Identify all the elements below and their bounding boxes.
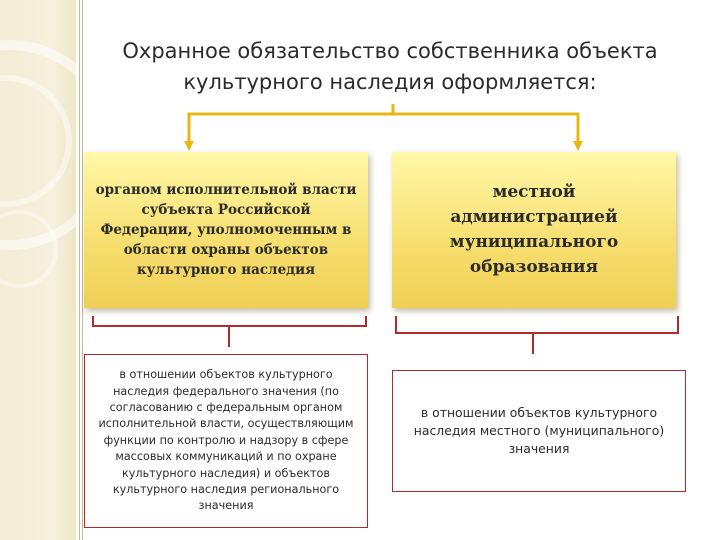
authority-municipal-box <box>392 152 676 308</box>
connector-arrow <box>189 104 393 146</box>
authority-municipal-text: местной администрацией муниципального образования <box>449 182 619 277</box>
authority-regional-box <box>84 152 368 308</box>
scope-regional-note <box>84 354 368 528</box>
scope-municipal-text: в отношении объектов культурного наследия местного (муниципального) значения <box>413 405 665 456</box>
page-title: Охранное обязательство собственника объекта культурного наследия оформляется: <box>122 39 658 94</box>
connector-arrow <box>393 114 578 146</box>
bracket-right <box>396 316 678 354</box>
bracket-left <box>93 316 366 347</box>
scope-municipal-note <box>392 370 686 492</box>
scope-regional-text: в отношении объектов культурного наследия федерального значения (по согласованию с федеральным органом исполнительной власти, осуществляющим функции по контролю и надзору в сфере массовых коммуникаций и по охране культурного наследия) и объектов культурного наследия регионального значения <box>98 368 354 513</box>
authority-regional-text: органом исполнительной власти субъекта Российской Федерации, уполномоченным в области охраны объектов культурного наследия <box>95 182 357 278</box>
